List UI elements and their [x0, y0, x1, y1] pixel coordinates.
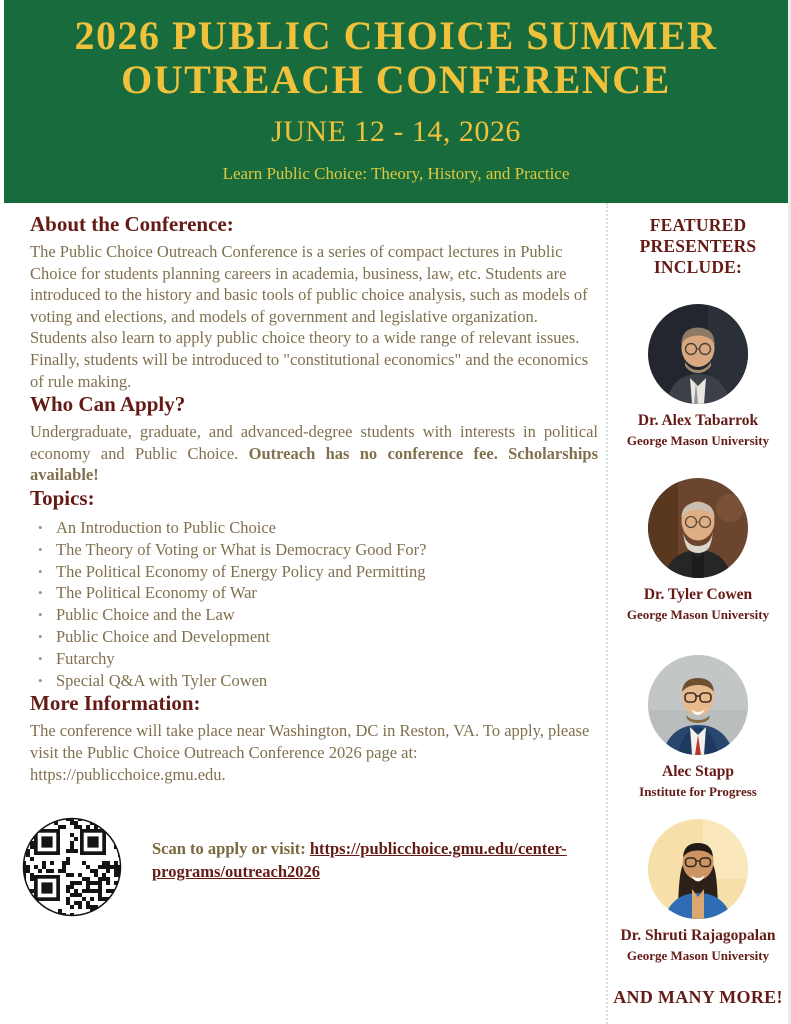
presenter-card — [608, 655, 788, 799]
topic-item: • The Political Economy of Energy Policy and Permitting — [36, 561, 598, 583]
sidebar-heading — [608, 215, 788, 278]
portrait-shruti-rajagopalan-icon — [648, 819, 748, 919]
more-info-heading: More Information: — [30, 691, 201, 716]
conference-title-line1: 2026 PUBLIC CHOICE SUMMER — [74, 13, 718, 58]
presenter-org: Institute for Progress — [639, 784, 757, 799]
presenter-org: George Mason University — [626, 607, 770, 622]
who-can-apply-body — [30, 421, 598, 486]
about-body: The Public Choice Outreach Conference is a series of compact lectures in Public Choice for students planning careers in academia, business, law, etc. Students are introduced to the history and basic tools of public choice analysis, such as models of voting and elections, and models of government and legislative organization. Students also learn to apply public choice theory to a wide range of relevant issues. Finally, students will be introduced to "constitutional economics" and the economics of rule making. — [30, 242, 589, 391]
presenter-org: George Mason University — [626, 433, 770, 448]
sidebar-heading-line2: PRESENTERS — [639, 236, 757, 256]
presenter-card — [608, 478, 788, 622]
about-heading: About the Conference: — [30, 212, 234, 236]
conference-dates: JUNE 12 - 14, 2026 — [271, 115, 521, 148]
presenter-org: George Mason University — [626, 948, 770, 963]
topic-item: • The Political Economy of War — [36, 582, 598, 604]
topic-item: • An Introduction to Public Choice — [36, 517, 598, 539]
featured-presenters-sidebar — [608, 203, 788, 1024]
apply-url-link[interactable]: https://publicchoice.gmu.edu/center-programs/outreach2026 — [152, 839, 567, 882]
topic-item: • Public Choice and Development — [36, 626, 598, 648]
more-info-body: The conference will take place near Washington, DC in Reston, VA. To apply, please visit the Public Choice Outreach Conference 2026 page at: https://publicchoice.gmu.edu. — [30, 721, 590, 784]
who-can-apply-heading: Who Can Apply? — [30, 392, 186, 417]
presenter-card — [608, 819, 788, 963]
who-body-bold: Outreach has no conference fee. Scholarships available! — [30, 443, 599, 485]
and-many-more-text: AND MANY MORE! — [613, 987, 783, 1007]
conference-title — [4, 14, 788, 102]
topic-item: • The Theory of Voting or What is Democracy Good For? — [36, 539, 598, 561]
presenter-name: Alec Stapp — [662, 763, 734, 780]
conference-title-line2: OUTREACH CONFERENCE — [121, 57, 671, 102]
content-area — [0, 203, 788, 1024]
sidebar-heading-line1: FEATURED — [649, 215, 747, 235]
scan-to-apply-text — [152, 837, 592, 883]
presenter-name: Dr. Shruti Rajagopalan — [620, 927, 776, 944]
conference-tagline: Learn Public Choice: Theory, History, and Practice — [222, 164, 570, 183]
who-body-regular: Undergraduate, graduate, and advanced-degree students with interests in political economy and Public Choice. — [30, 422, 598, 463]
topic-item: • Futarchy — [36, 648, 598, 670]
header-banner — [4, 0, 788, 203]
scan-label: Scan to apply or visit: — [152, 839, 310, 859]
topics-heading: Topics: — [30, 485, 95, 510]
sidebar-heading-line3: INCLUDE: — [653, 257, 743, 277]
presenter-name: Dr. Tyler Cowen — [643, 586, 753, 603]
portrait-alex-tabarrok-icon — [648, 304, 748, 404]
topic-item: • Public Choice and the Law — [36, 604, 598, 626]
topic-item: • Special Q&A with Tyler Cowen — [36, 670, 598, 692]
presenter-card — [608, 304, 788, 448]
topics-list — [30, 517, 598, 691]
apply-row — [30, 817, 598, 917]
portrait-tyler-cowen-icon — [648, 478, 748, 578]
portrait-alec-stapp-icon — [648, 655, 748, 755]
main-column — [30, 203, 598, 1024]
presenter-name: Dr. Alex Tabarrok — [637, 412, 759, 429]
qr-code-icon — [22, 817, 122, 917]
